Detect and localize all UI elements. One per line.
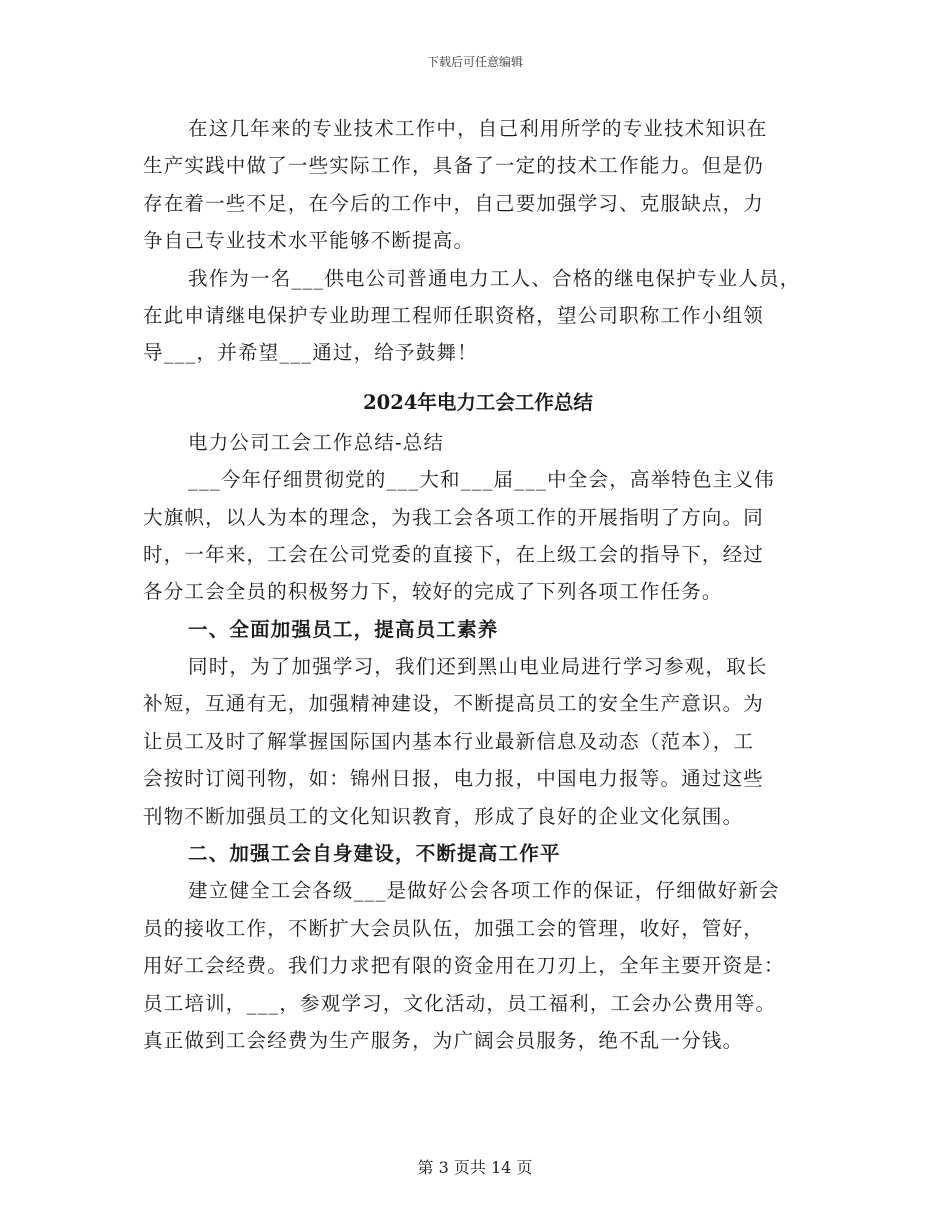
paragraph-line: 大旗帜，以人为本的理念，为我工会各项工作的开展指明了方向。同 — [143, 505, 765, 529]
page-header: 下载后可任意编辑 — [426, 55, 523, 69]
section-heading: 二、加强工会自身建设，不断提高工作平 — [188, 842, 561, 866]
paragraph-line: 同时，为了加强学习，我们还到黑山电业局进行学习参观，取长 — [188, 655, 768, 679]
page-footer: 第 3 页共 14 页 — [417, 1158, 533, 1177]
paragraph-line: 刊物不断加强员工的文化知识教育，形成了良好的企业文化氛围。 — [143, 804, 744, 828]
paragraph-line: 员的接收工作，不断扩大会员队伍，加强工会的管理，收好，管好， — [143, 916, 765, 940]
paragraph-line: ___今年仔细贯彻党的___大和___届___中全会，高举特色主义伟 — [188, 468, 775, 492]
paragraph-line: 用好工会经费。我们力求把有限的资金用在刀刃上，全年主要开资是： — [143, 954, 785, 978]
paragraph-line: 建立健全工会各级___是做好公会各项工作的保证，仔细做好新会 — [188, 879, 780, 903]
paragraph-line: 真正做到工会经费为生产服务，为广阔会员服务，绝不乱一分钱。 — [143, 1028, 744, 1052]
paragraph-line: 生产实践中做了一些实际工作，具备了一定的技术工作能力。但是仍 — [143, 154, 765, 178]
paragraph-line: 争自己专业技术水平能够不断提高。 — [143, 229, 475, 253]
paragraph-line: 导___，并希望___通过，给予鼓舞！ — [143, 341, 478, 365]
document-title: 2024年电力工会工作总结 — [363, 390, 593, 414]
paragraph-line: 补短，互通有无，加强精神建设，不断提高员工的安全生产意识。为 — [143, 692, 765, 716]
paragraph-line: 员工培训，___，参观学习，文化活动，员工福利，工会办公费用等。 — [143, 991, 777, 1015]
paragraph-line: 让员工及时了解掌握国际国内基本行业最新信息及动态（范本），工 — [143, 729, 755, 753]
paragraph-line: 存在着一些不足，在今后的工作中，自己要加强学习、克服缺点，力 — [143, 191, 765, 215]
paragraph-line: 我作为一名___供电公司普通电力工人、合格的继电保护专业人员， — [188, 266, 801, 290]
paragraph-line: 在此申请继电保护专业助理工程师任职资格，望公司职称工作小组领 — [143, 303, 765, 327]
document-body — [143, 110, 813, 1059]
paragraph-line: 在这几年来的专业技术工作中，自己利用所学的专业技术知识在 — [188, 117, 768, 140]
paragraph-line: 会按时订阅刊物，如：锦州日报，电力报，中国电力报等。通过这些 — [143, 767, 765, 791]
document-subtitle: 电力公司工会工作总结-总结 — [188, 430, 445, 454]
section-heading: 一、全面加强员工，提高员工素养 — [188, 617, 499, 641]
paragraph-line: 各分工会全员的积极努力下，较好的完成了下列各项工作任务。 — [143, 580, 723, 604]
paragraph-line: 时，一年来，工会在公司党委的直接下，在上级工会的指导下，经过 — [143, 542, 765, 566]
